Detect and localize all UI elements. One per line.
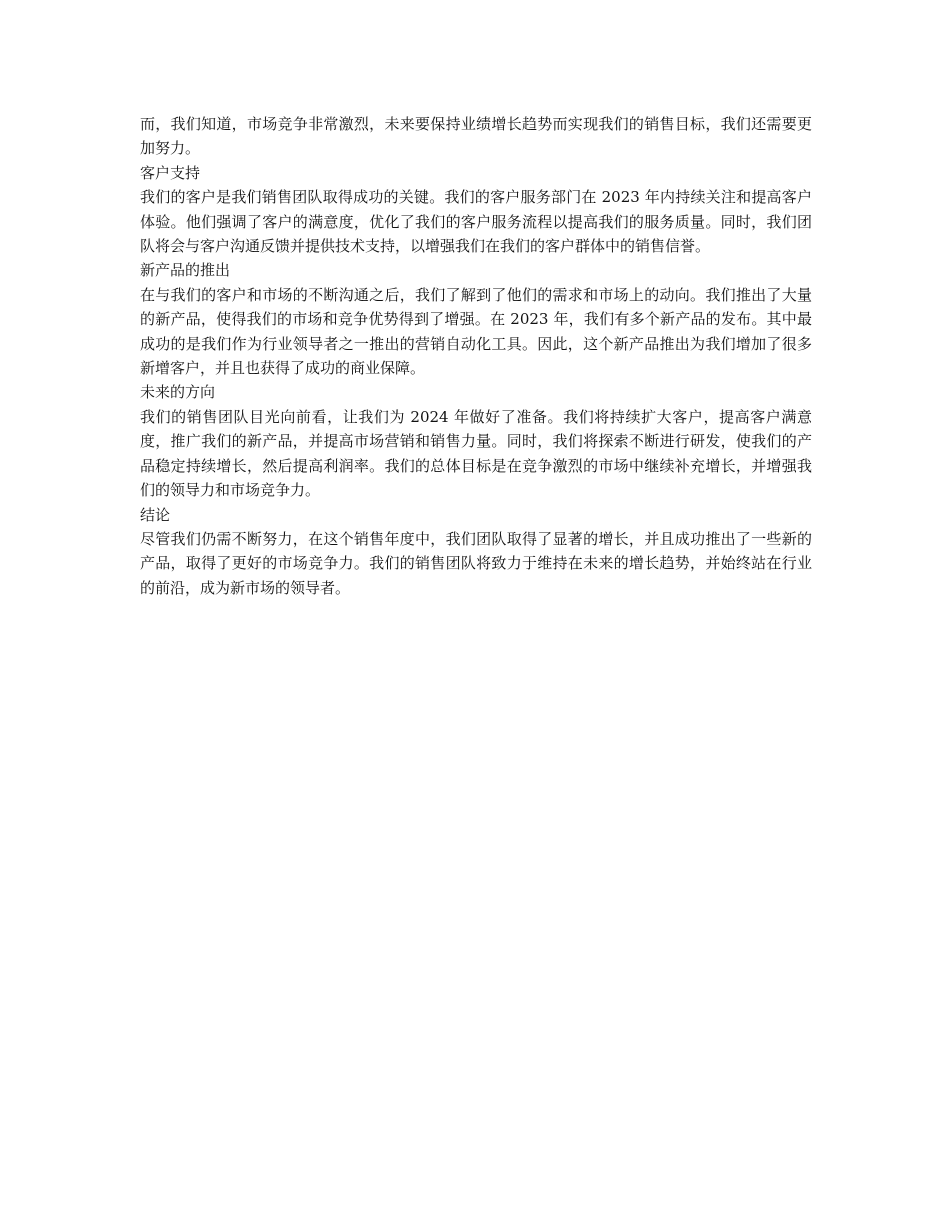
intro-paragraph: 而，我们知道，市场竞争非常激烈，未来要保持业绩增长趋势而实现我们的销售目标，我们还需要更加努力。 [140,115,812,158]
section-heading-customer-support: 客户支持 [140,163,201,182]
section-heading-conclusion: 结论 [140,505,171,524]
section-body-future-direction: 我们的销售团队目光向前看，让我们为 2024 年做好了准备。我们将持续扩大客户，提高客户满意度，推广我们的新产品，并提高市场营销和销售力量。同时，我们将探索不断进行研发，使我们的产品稳定持续增长，然后提高利润率。我们的总体目标是在竞争激烈的市场中继续补充增长，并增强我们的领导力和市场竞争力。 [140,407,812,500]
section-body-new-products: 在与我们的客户和市场的不断沟通之后，我们了解到了他们的需求和市场上的动向。我们推出了大量的新产品，使得我们的市场和竞争优势得到了增强。在 2023 年，我们有多个新产品的发布。其中最成功的是我们作为行业领导者之一推出的营销自动化工具。因此，这个新产品推出为我们增加了很多新增客户，并且也获得了成功的商业保障。 [140,285,812,378]
section-heading-new-products: 新产品的推出 [140,261,231,280]
section-body-customer-support: 我们的客户是我们销售团队取得成功的关键。我们的客户服务部门在 2023 年内持续关注和提高客户体验。他们强调了客户的满意度，优化了我们的客户服务流程以提高我们的服务质量。同时，我们团队将会与客户沟通反馈并提供技术支持，以增强我们在我们的客户群体中的销售信誉。 [140,188,812,256]
section-heading-future-direction: 未来的方向 [140,383,216,402]
document-page [140,112,812,600]
section-body-conclusion: 尽管我们仍需不断努力，在这个销售年度中，我们团队取得了显著的增长，并且成功推出了一些新的产品，取得了更好的市场竞争力。我们的销售团队将致力于维持在未来的增长趋势，并始终站在行业的前沿，成为新市场的领导者。 [140,529,812,597]
